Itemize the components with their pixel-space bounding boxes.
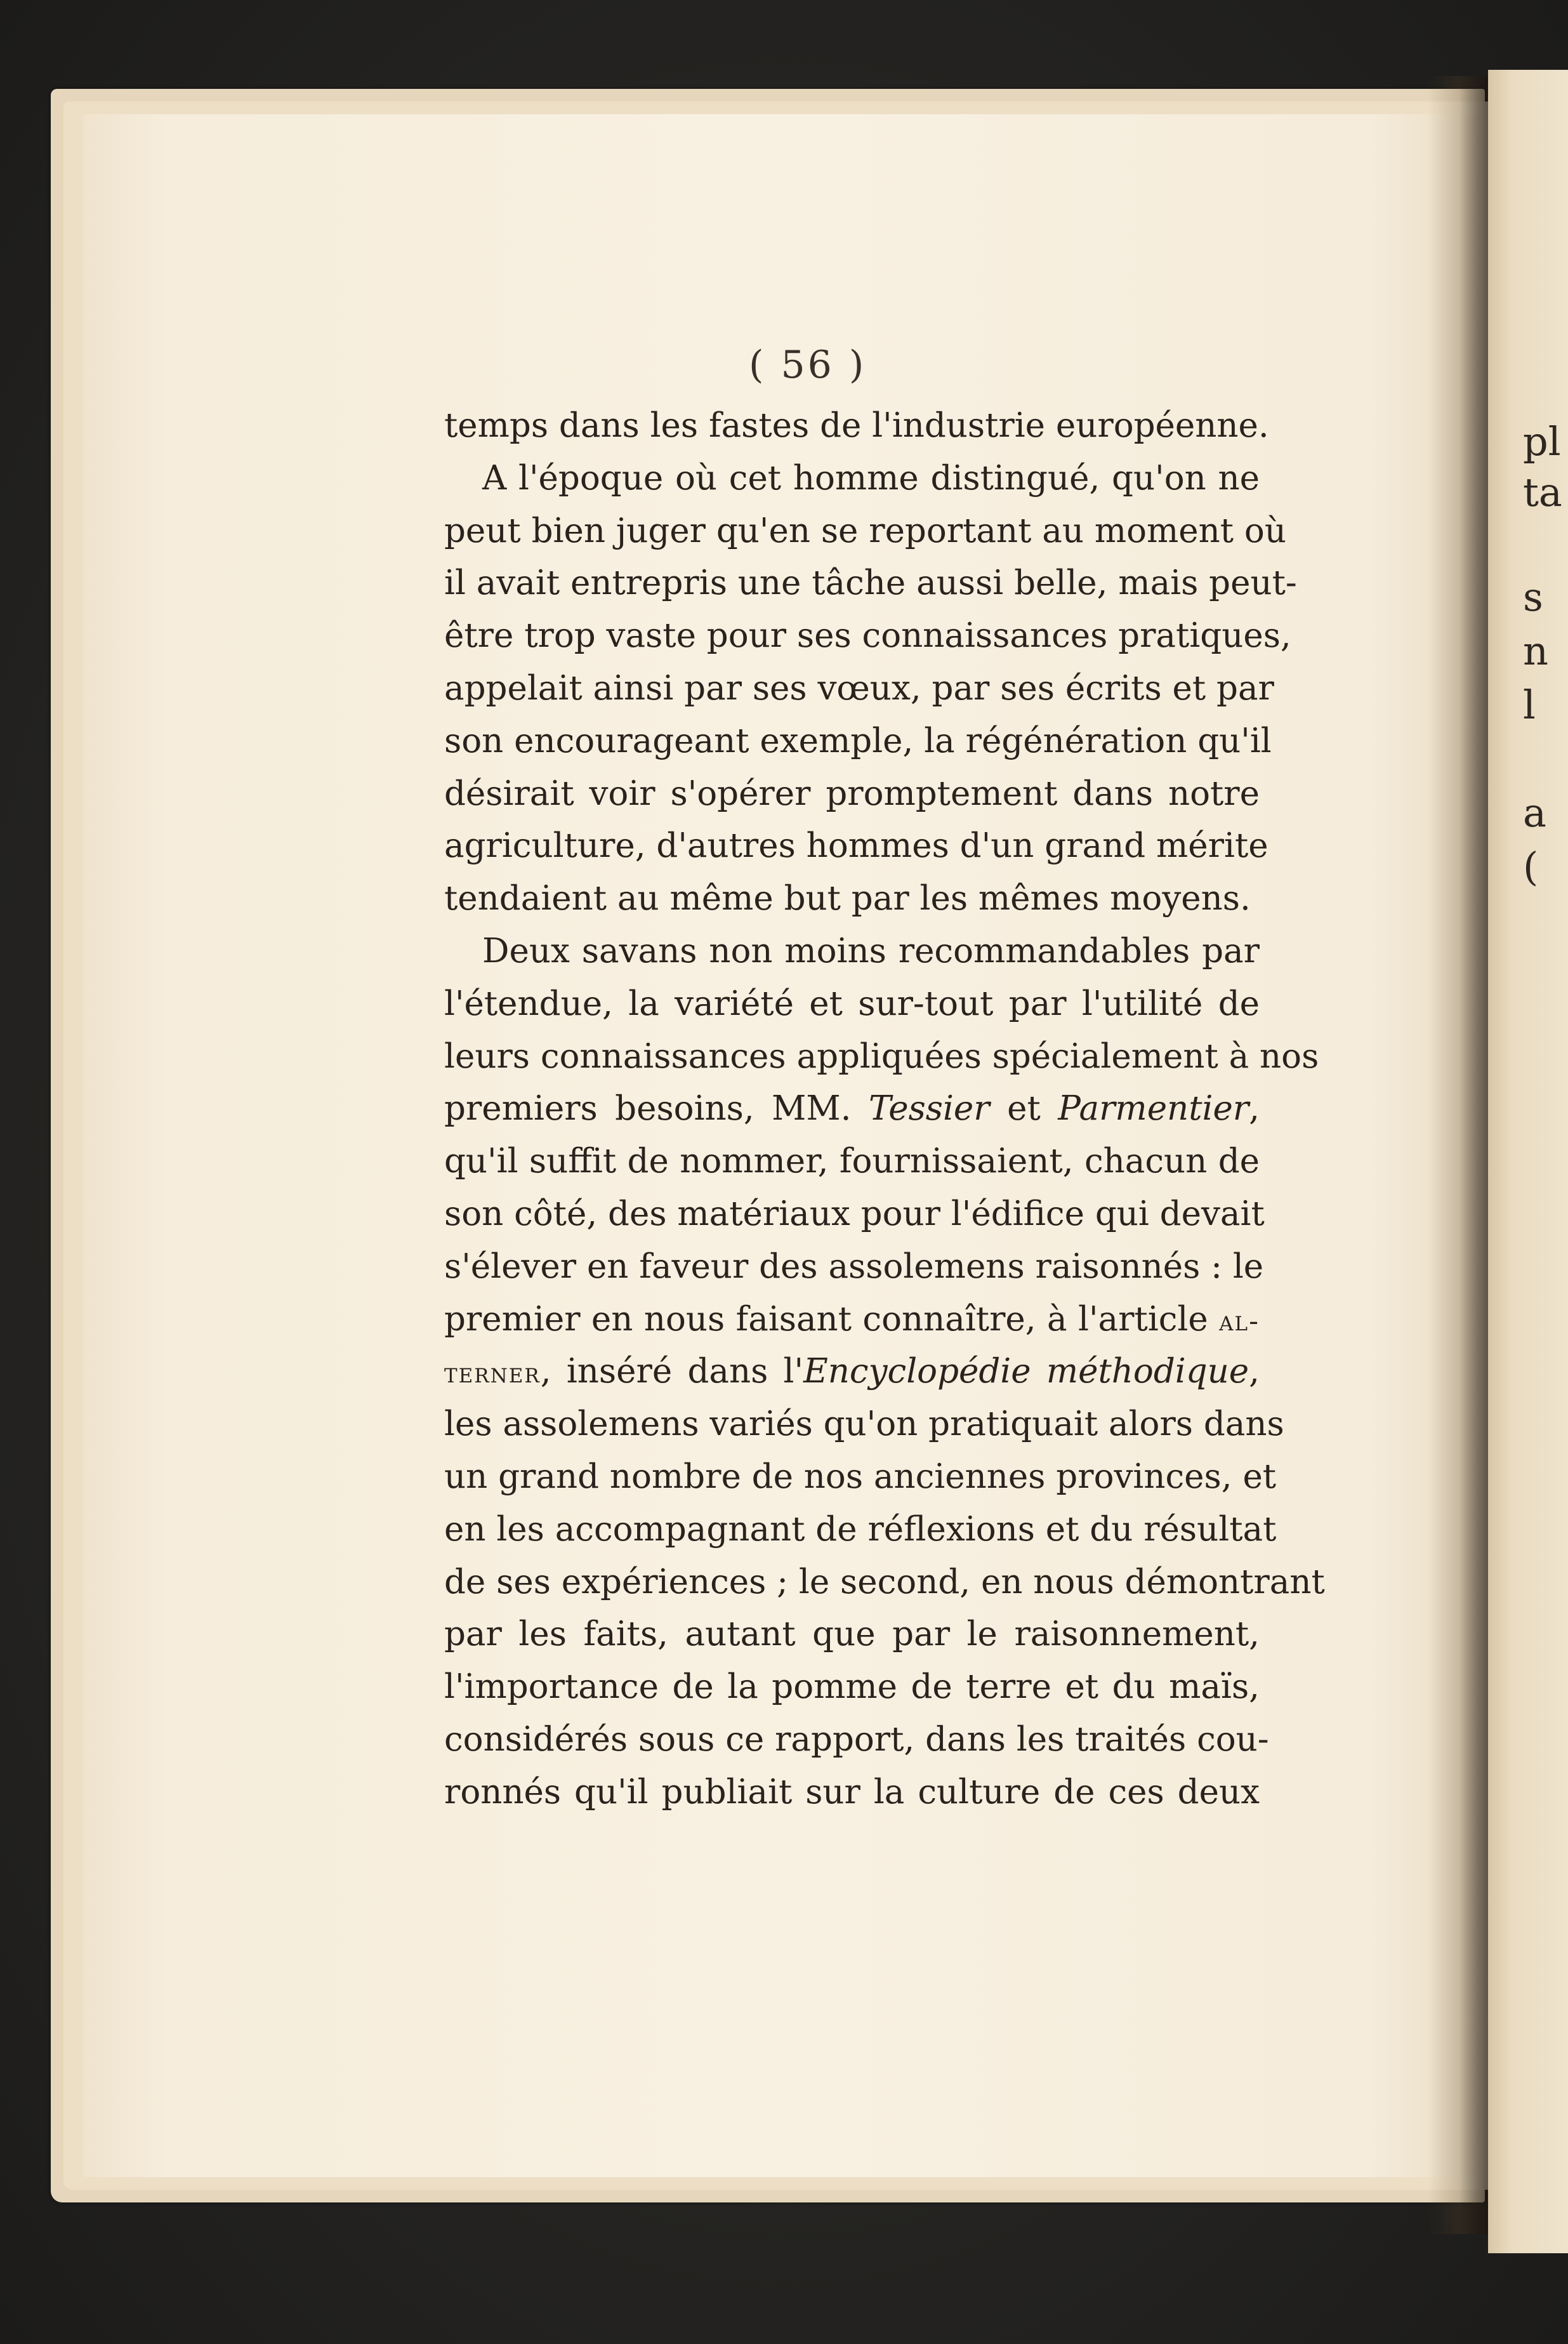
text-line: s'élever en faveur des assolemens raisonnés : le	[444, 1247, 1264, 1286]
text-line: leurs connaissances appliquées spécialement à nos	[444, 1036, 1319, 1076]
text-line: l'étendue, la variété et sur-tout par l'utilité de	[444, 984, 1260, 1023]
text-line: qu'il suffit de nommer, fournissaient, chacun de	[444, 1142, 1260, 1181]
text-line-encyclopedie	[444, 1346, 1260, 1398]
facing-page-fragment: l	[1523, 682, 1536, 728]
text-line: considérés sous ce rapport, dans les traités cou-	[444, 1719, 1269, 1759]
text-line: appelait ainsi par ses vœux, par ses écrits et par	[444, 668, 1274, 708]
text-segment: premiers besoins, MM.	[444, 1089, 852, 1129]
text-segment: ,	[1249, 1089, 1260, 1129]
article-name-smallcaps: terner	[444, 1357, 541, 1390]
facing-page-fragment: a	[1523, 790, 1546, 836]
text-line: ronnés qu'il publiait sur la culture de ces deux	[444, 1772, 1260, 1811]
text-line: en les accompagnant de réflexions et du résultat	[444, 1509, 1277, 1549]
text-line-article	[444, 1294, 1260, 1346]
text-line: son côté, des matériaux pour l'édifice qui devait	[444, 1194, 1265, 1233]
text-segment: et	[1007, 1089, 1041, 1129]
text-segment: premier en nous faisant connaître, à l'article	[444, 1299, 1208, 1339]
facing-page-fragment: ta	[1523, 469, 1562, 515]
text-line: Deux savans non moins recommandables par	[482, 931, 1260, 970]
text-segment: , inséré dans l'	[540, 1352, 804, 1391]
text-line: son encourageant exemple, la régénération qu'il	[444, 721, 1272, 760]
body-text	[444, 400, 1325, 1819]
text-line: être trop vaste pour ses connaissances pratiques,	[444, 616, 1291, 656]
name-tessier: Tessier	[868, 1089, 990, 1129]
text-line: les assolemens variés qu'on pratiquait alors dans	[444, 1405, 1284, 1444]
facing-page-fragment: (	[1523, 844, 1539, 890]
text-line: de ses expériences ; le second, en nous démontrant	[444, 1562, 1325, 1601]
binding-gutter-shadow	[1428, 76, 1498, 2234]
text-segment: ,	[1249, 1352, 1260, 1391]
text-line: désirait voir s'opérer promptement dans notre	[444, 774, 1260, 813]
text-line: A l'époque où cet homme distingué, qu'on ne	[482, 458, 1260, 498]
text-line: peut bien juger qu'en se reportant au moment où	[444, 511, 1286, 550]
text-line: agriculture, d'autres hommes d'un grand mérite	[444, 826, 1268, 866]
text-line: par les faits, autant que par le raisonnement,	[444, 1615, 1260, 1654]
name-parmentier: Parmentier	[1058, 1089, 1249, 1129]
text-line-with-names	[444, 1083, 1260, 1136]
facing-page	[1488, 70, 1568, 2253]
page-number: ( 56 )	[749, 343, 867, 387]
text-line: temps dans les fastes de l'industrie européenne.	[444, 406, 1269, 445]
text-line: tendaient au même but par les mêmes moyens.	[444, 879, 1251, 918]
text-line: il avait entrepris une tâche aussi belle, mais peut-	[444, 564, 1297, 603]
text-line: un grand nombre de nos anciennes provinces, et	[444, 1457, 1277, 1496]
text-line: l'importance de la pomme de terre et du maïs,	[444, 1667, 1260, 1707]
article-name-smallcaps: al-	[1219, 1304, 1260, 1337]
facing-page-fragment: pl	[1523, 418, 1561, 465]
facing-page-fragment: s	[1523, 574, 1543, 620]
facing-page-fragment: n	[1523, 628, 1548, 674]
work-title: Encyclopédie méthodique	[803, 1352, 1249, 1391]
